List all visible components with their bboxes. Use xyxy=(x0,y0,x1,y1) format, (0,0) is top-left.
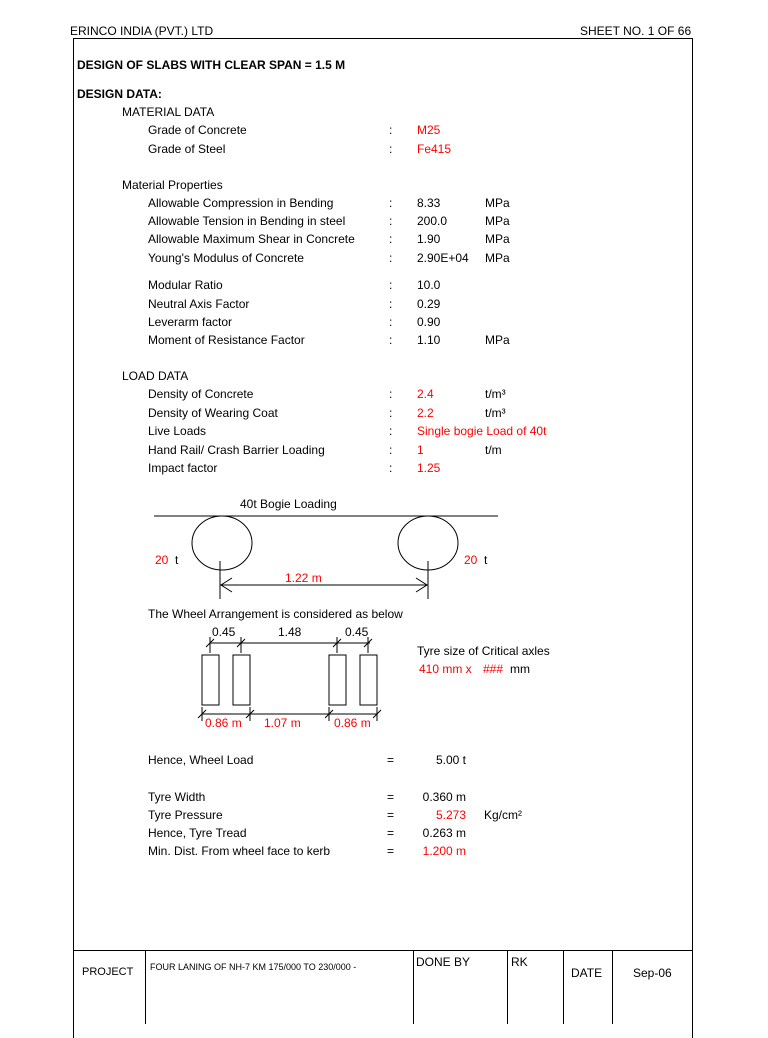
row-label: Hand Rail/ Crash Barrier Loading xyxy=(148,443,325,457)
row-separator: : xyxy=(389,333,393,347)
result-label: Hence, Wheel Load xyxy=(148,753,254,767)
row-separator: : xyxy=(389,214,393,228)
bogie-diagram-title: 40t Bogie Loading xyxy=(240,497,337,511)
row-label: Grade of Steel xyxy=(148,142,226,156)
row-value: 1 xyxy=(417,443,424,457)
row-label: Live Loads xyxy=(148,424,207,438)
footer-divider-4 xyxy=(563,950,564,1024)
tyre-size-value: 410 mm x xyxy=(419,662,472,676)
result-label: Tyre Width xyxy=(148,790,206,804)
row-unit: MPa xyxy=(485,232,510,246)
result-separator: = xyxy=(387,826,395,840)
result-value: 5.273 xyxy=(435,808,466,822)
row-separator: : xyxy=(389,297,393,311)
row-unit: t/m³ xyxy=(485,406,506,420)
wheel-spacing-label: 1.22 m xyxy=(285,571,322,585)
result-value: 0.360 m xyxy=(422,790,466,804)
top-dim-2: 1.48 xyxy=(278,625,302,639)
row-label: Neutral Axis Factor xyxy=(148,297,250,311)
result-value: 0.263 m xyxy=(422,826,466,840)
design-data-heading: DESIGN DATA: xyxy=(77,87,162,101)
row-label: Grade of Concrete xyxy=(148,123,247,137)
footer-project-value: FOUR LANING OF NH-7 KM 175/000 TO 230/000 - xyxy=(150,962,357,972)
row-unit: t/m³ xyxy=(485,387,506,401)
footer-date-value: Sep-06 xyxy=(633,966,672,980)
row-separator: : xyxy=(389,424,393,438)
wheel-arrangement-diagram xyxy=(190,635,390,725)
footer-date-label: DATE xyxy=(571,966,603,980)
row-separator: : xyxy=(389,406,393,420)
result-value: 1.200 m xyxy=(422,844,466,858)
row-value: 1.90 xyxy=(417,232,441,246)
left-wheel xyxy=(192,516,252,570)
left-load-unit: t xyxy=(175,553,179,567)
bottom-dim-2: 1.07 m xyxy=(264,716,301,730)
footer-divider-2 xyxy=(413,950,414,1024)
tyre-size-overflow: ### xyxy=(483,662,504,676)
result-label: Hence, Tyre Tread xyxy=(148,826,247,840)
row-separator: : xyxy=(389,251,393,265)
left-load-value: 20 xyxy=(155,553,169,567)
row-label: Impact factor xyxy=(148,461,218,475)
result-separator: = xyxy=(387,753,395,767)
row-label: Density of Concrete xyxy=(148,387,254,401)
result-value: 5.00 t xyxy=(435,753,466,767)
wheel-arrangement-caption: The Wheel Arrangement is considered as below xyxy=(148,607,403,621)
row-label: Leverarm factor xyxy=(148,315,233,329)
row-value: 2.4 xyxy=(417,387,434,401)
row-value: 10.0 xyxy=(417,278,441,292)
row-label: Allowable Maximum Shear in Concrete xyxy=(148,232,355,246)
row-unit: MPa xyxy=(485,214,510,228)
tyre-size-caption: Tyre size of Critical axles xyxy=(417,644,550,658)
row-separator: : xyxy=(389,232,393,246)
row-unit: MPa xyxy=(485,196,510,210)
row-value: 200.0 xyxy=(417,214,448,228)
tyre-2 xyxy=(233,655,250,705)
result-separator: = xyxy=(387,808,395,822)
footer-done-by-label: DONE BY xyxy=(416,955,471,969)
footer-top-border xyxy=(73,950,693,951)
sheet-number: SHEET NO. 1 OF 66 xyxy=(580,24,692,38)
result-separator: = xyxy=(387,844,395,858)
row-separator: : xyxy=(389,443,393,457)
row-separator: : xyxy=(389,387,393,401)
result-unit: Kg/cm² xyxy=(484,808,523,822)
row-label: Young's Modulus of Concrete xyxy=(148,251,304,265)
row-label: Modular Ratio xyxy=(148,278,223,292)
top-dim-3: 0.45 xyxy=(345,625,369,639)
row-label: Moment of Resistance Factor xyxy=(148,333,305,347)
row-value: 0.90 xyxy=(417,315,441,329)
material-data-heading: MATERIAL DATA xyxy=(122,105,215,119)
row-value: 2.90E+04 xyxy=(417,251,469,265)
footer-divider-1 xyxy=(145,950,146,1024)
row-value: 1.10 xyxy=(417,333,441,347)
page-title: DESIGN OF SLABS WITH CLEAR SPAN = 1.5 M xyxy=(77,58,346,72)
right-load-value: 20 xyxy=(464,553,478,567)
tyre-1 xyxy=(202,655,219,705)
row-label: Allowable Tension in Bending in steel xyxy=(148,214,346,228)
row-unit: t/m xyxy=(485,443,502,457)
load-data-heading: LOAD DATA xyxy=(122,369,189,383)
row-label: Allowable Compression in Bending xyxy=(148,196,334,210)
row-value: 1.25 xyxy=(417,461,441,475)
result-separator: = xyxy=(387,790,395,804)
row-label: Density of Wearing Coat xyxy=(148,406,278,420)
tyre-3 xyxy=(329,655,346,705)
result-label: Min. Dist. From wheel face to kerb xyxy=(148,844,331,858)
tyre-4 xyxy=(360,655,377,705)
bottom-dim-1: 0.86 m xyxy=(205,716,242,730)
row-value: 2.2 xyxy=(417,406,434,420)
row-separator: : xyxy=(389,196,393,210)
bottom-dim-3: 0.86 m xyxy=(334,716,371,730)
row-separator: : xyxy=(389,142,393,156)
tyre-size-unit: mm xyxy=(510,662,530,676)
footer-done-by-value: RK xyxy=(511,955,528,969)
result-label: Tyre Pressure xyxy=(148,808,223,822)
row-value: M25 xyxy=(417,123,441,137)
row-value: 0.29 xyxy=(417,297,441,311)
row-value: Single bogie Load of 40t xyxy=(417,424,547,438)
row-separator: : xyxy=(389,315,393,329)
row-value: 8.33 xyxy=(417,196,441,210)
row-unit: MPa xyxy=(485,251,510,265)
footer-project-label: PROJECT xyxy=(82,966,134,978)
row-value: Fe415 xyxy=(417,142,452,156)
row-separator: : xyxy=(389,278,393,292)
footer-divider-5 xyxy=(612,950,613,1024)
row-separator: : xyxy=(389,123,393,137)
row-unit: MPa xyxy=(485,333,510,347)
company-name: ERINCO INDIA (PVT.) LTD xyxy=(70,24,214,38)
right-load-unit: t xyxy=(484,553,488,567)
bogie-diagram xyxy=(140,505,520,605)
footer-divider-3 xyxy=(507,950,508,1024)
material-properties-heading: Material Properties xyxy=(122,178,223,192)
top-dim-1: 0.45 xyxy=(212,625,236,639)
row-separator: : xyxy=(389,461,393,475)
